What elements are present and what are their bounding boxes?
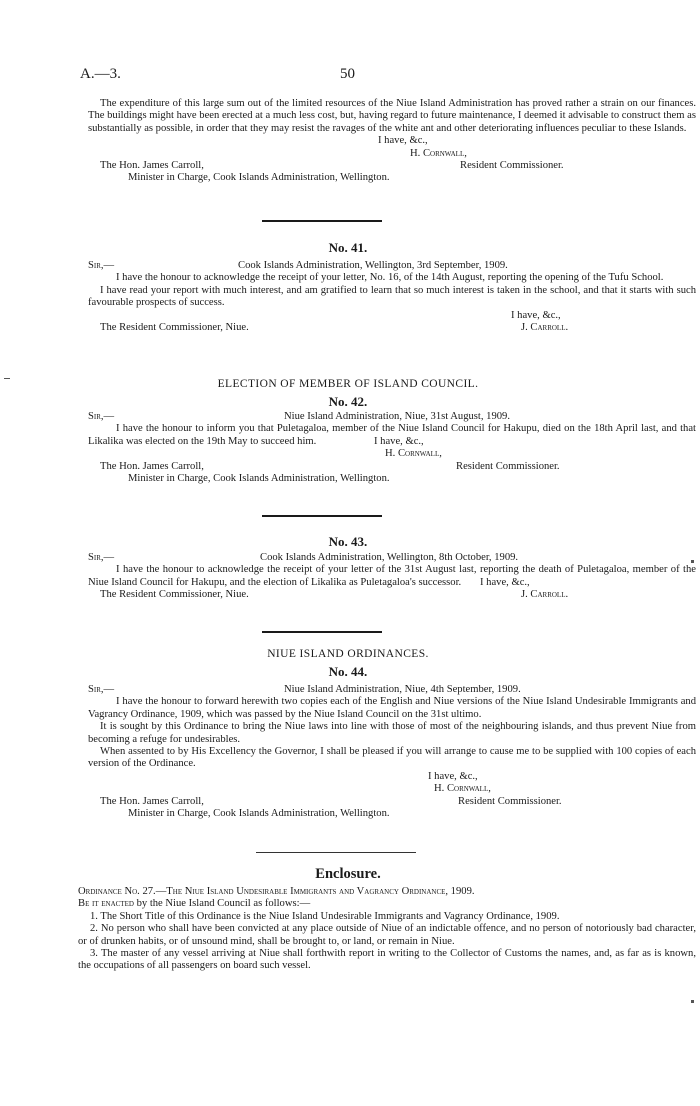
letter-42-number: No. 42. [328,394,368,409]
signer-name: J. Carroll. [521,589,569,601]
letter-43-number: No. 43. [328,534,368,549]
signer-title: Resident Commissioner. [458,795,562,807]
enacting-lead: Be it enacted [78,898,134,910]
addressee-name: The Resident Commissioner, Niue. [100,589,249,601]
letter-41-body-1: I have the honour to acknowledge the receipt of your letter, No. 16, of the 14th August, reporting the opening of the Tufu School. [116,272,664,284]
salutation: Sir,— [88,684,115,695]
place-date: Cook Islands Administration, Wellington, 8th October, 1909. [260,552,519,563]
signer-name: H. Cornwall, [385,448,442,460]
enclosure-divider [256,852,416,853]
signer-name: H. Cornwall, [410,147,467,159]
section-rule [262,631,382,633]
section-rule [262,220,382,222]
enacting-rest: by the Niue Island Council as follows:— [133,898,311,910]
section-rule [262,515,382,517]
letter-42-body: I have the honour to inform you that Puletagaloa, member of the Niue Island Council for Hakupu, died on the 18th April last, and that Likalika was elected on the 19th May to succeed him. [88,423,696,447]
clause-3: 3. The master of any vessel arriving at Niue shall forthwith report in writing to the Collector of Customs the names, and, as far as is known, the occupations of all passengers on board such vessel. [78,948,696,972]
place-date: Niue Island Administration, Niue, 31st August, 1909. [284,411,510,422]
letter-44-body-3: When assented to by His Excellency the Governor, I shall be pleased if you will arrange to cause me to be supplied with 100 copies of each version of the Ordinance. [88,746,696,770]
signer-title: Resident Commissioner. [456,460,560,472]
enacting-clause [78,898,696,910]
closing-text: I have, &c., [378,135,428,147]
expenditure-section [88,98,696,185]
margin-mark [4,378,10,379]
ordinances-heading: NIUE ISLAND ORDINANCES. [267,648,429,660]
letter-44-body-1: I have the honour to forward herewith two copies each of the English and Niue versions of the Niue Island Undesirable Immigrants and Vagrancy Ordinance, 1909, which was passed by the Niue Island Council on the 31st ultimo. [88,696,696,720]
addressee-role: Minister in Charge, Cook Islands Administration, Wellington. [128,172,390,184]
page-number: 50 [340,66,355,82]
margin-mark [691,560,694,563]
addressee-role: Minister in Charge, Cook Islands Administration, Wellington. [128,808,390,819]
closing-text: I have, &c., [428,770,478,782]
signer-name: J. Carroll. [521,322,569,333]
addressee-name: The Hon. James Carroll, [100,460,204,472]
letter-44 [88,684,696,820]
addressee-name: The Hon. James Carroll, [100,160,204,171]
enclosure-body [78,886,696,973]
expenditure-paragraph: The expenditure of this large sum out of the limited resources of the Niue Island Administration has proved rather a strain on our finances. The buildings might have been erected at a much less cost, but, having regard to future maintenance, I deemed it advisable to construct them as substantially as possible, in order that they may resist the ravages of the white ant and other deteriorating influences peculiar to these Islands. [88,98,696,134]
ordinance-title: Ordinance No. 27.—The Niue Island Undesirable Immigrants and Vagrancy Ordinance, 1909. [78,886,475,897]
place-date: Cook Islands Administration, Wellington, 3rd September, 1909. [238,260,508,271]
letter-41-number: No. 41. [328,240,368,255]
addressee-role: Minister in Charge, Cook Islands Administration, Wellington. [128,472,390,484]
margin-mark [691,1000,694,1003]
letter-41-body-2: I have read your report with much interest, and am gratified to learn that so much interest is taken in the school, and that it starts with such favourable prospects of success. [88,284,696,309]
signer-name: H. Cornwall, [434,783,491,795]
place-date: Niue Island Administration, Niue, 4th September, 1909. [284,684,521,695]
signer-title: Resident Commissioner. [460,160,564,171]
letter-44-body-2: It is sought by this Ordinance to bring the Niue laws into line with those of most of the neighbouring islands, and thus prevent Niue from becoming a refuge for undesirables. [88,721,696,745]
closing-text: I have, &c., [511,309,561,321]
letter-43-body: I have the honour to acknowledge the receipt of your letter of the 31st August last, reporting the death of Puletagaloa, member of the Niue Island Council for Hakupu, and the election of Likalika as Puletagaloa's successor. [88,564,696,588]
election-heading: ELECTION OF MEMBER OF ISLAND COUNCIL. [217,378,479,390]
clause-2: 2. No person who shall have been convicted at any place outside of Niue of an indictable offence, and no person of notoriously bad character, or of drunken habits, or of unsound mind, shall be brought to, or land, or remain in Niue. [78,923,696,947]
letter-42 [88,411,696,485]
signoff-row [88,135,696,147]
closing-text: I have, &c., [480,576,530,588]
addressee-name: The Hon. James Carroll, [100,795,204,807]
series-label: A.—3. [80,66,121,82]
letter-41 [88,260,696,334]
closing-text: I have, &c., [374,435,424,447]
letter-44-number: No. 44. [328,664,368,679]
salutation: Sir,— [88,411,115,422]
salutation: Sir,— [88,552,115,563]
letter-43 [88,552,696,602]
clause-1: 1. The Short Title of this Ordinance is the Niue Island Undesirable Immigrants and Vagrancy Ordinance, 1909. [90,910,560,922]
enclosure-title: Enclosure. [315,866,381,882]
addressee-name: The Resident Commissioner, Niue. [100,322,249,333]
salutation: Sir,— [88,260,115,271]
